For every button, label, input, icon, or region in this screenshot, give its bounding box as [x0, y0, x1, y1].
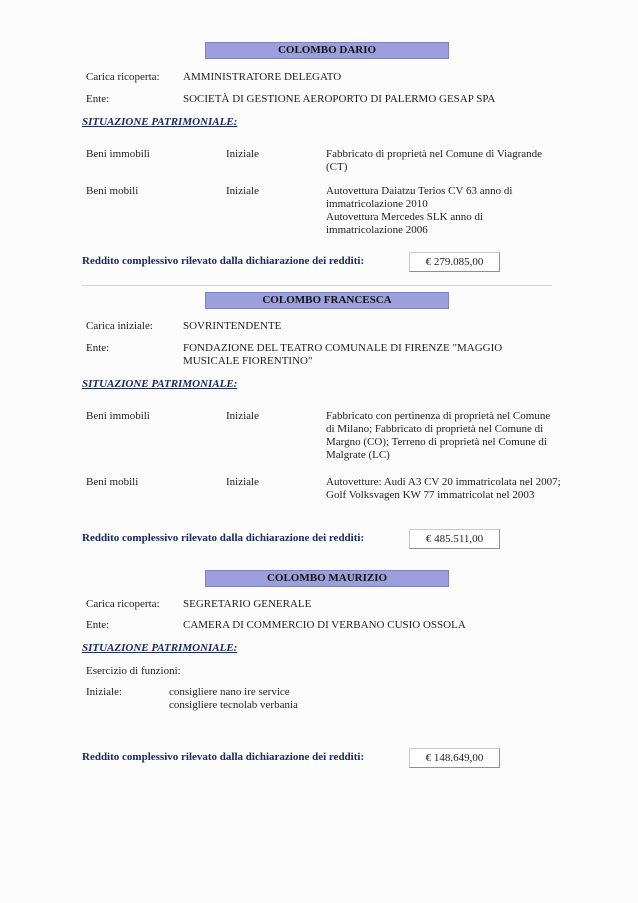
section-title: SITUAZIONE PATRIMONIALE:: [82, 642, 238, 654]
person-name-header: COLOMBO MAURIZIO: [205, 570, 449, 587]
entity-label: Ente:: [86, 342, 110, 354]
functions-label: Esercizio di funzioni:: [86, 665, 181, 677]
divider: [82, 285, 552, 286]
section-title: SITUAZIONE PATRIMONIALE:: [82, 116, 238, 128]
asset-category: Beni immobili: [86, 410, 150, 422]
entity-value: SOCIETÀ DI GESTIONE AEROPORTO DI PALERMO GESAP SPA: [183, 93, 496, 105]
functions-status: Iniziale:: [86, 686, 123, 698]
entity-value: FONDAZIONE DEL TEATRO COMUNALE DI FIRENZE "MAGGIO MUSICALE FIORENTINO": [183, 342, 503, 367]
function-item: consigliere tecnolab verbania: [169, 699, 298, 711]
asset-status: Iniziale: [226, 476, 259, 488]
asset-description: Fabbricato di proprietà nel Comune di Viagrande (CT): [326, 148, 543, 173]
section-title: SITUAZIONE PATRIMONIALE:: [82, 378, 238, 390]
entity-label: Ente:: [86, 93, 110, 105]
income-value: € 148.649,00: [409, 748, 500, 768]
entity-label: Ente:: [86, 619, 110, 631]
asset-category: Beni mobili: [86, 476, 139, 488]
role-value: SOVRINTENDENTE: [183, 320, 282, 332]
role-label: Carica ricoperta:: [86, 598, 160, 610]
role-value: SEGRETARIO GENERALE: [183, 598, 312, 610]
income-value: € 485.511,00: [409, 529, 500, 549]
asset-status: Iniziale: [226, 185, 259, 197]
person-name-header: COLOMBO FRANCESCA: [205, 292, 449, 309]
function-item: consigliere nano ire service: [169, 686, 290, 698]
asset-status: Iniziale: [226, 410, 259, 422]
income-label: Reddito complessivo rilevato dalla dichiarazione dei redditi:: [82, 255, 365, 267]
role-label: Carica ricoperta:: [86, 71, 160, 83]
income-value: € 279.085,00: [409, 252, 500, 272]
income-label: Reddito complessivo rilevato dalla dichiarazione dei redditi:: [82, 751, 365, 763]
asset-status: Iniziale: [226, 148, 259, 160]
role-value: AMMINISTRATORE DELEGATO: [183, 71, 342, 83]
asset-description: Autovettura Daiatzu Terios CV 63 anno di immatricolazione 2010 Autovettura Mercedes SLK anno di immatricolazione 2006: [326, 185, 513, 236]
role-label: Carica iniziale:: [86, 320, 153, 332]
asset-category: Beni immobili: [86, 148, 150, 160]
asset-category: Beni mobili: [86, 185, 139, 197]
asset-description: Autovetture: Audi A3 CV 20 immatricolata nel 2007; Golf Volksvagen KW 77 immatricolat nel 2003: [326, 476, 561, 501]
entity-value: CAMERA DI COMMERCIO DI VERBANO CUSIO OSSOLA: [183, 619, 466, 631]
asset-description: Fabbricato con pertinenza di proprietà nel Comune di Milano; Fabbricato di proprietà nel Comune di Margno (CO); Terreno di proprietà nel Comune di Malgrate (LC): [326, 410, 551, 461]
person-name-header: COLOMBO DARIO: [205, 42, 449, 59]
income-label: Reddito complessivo rilevato dalla dichiarazione dei redditi:: [82, 532, 365, 544]
